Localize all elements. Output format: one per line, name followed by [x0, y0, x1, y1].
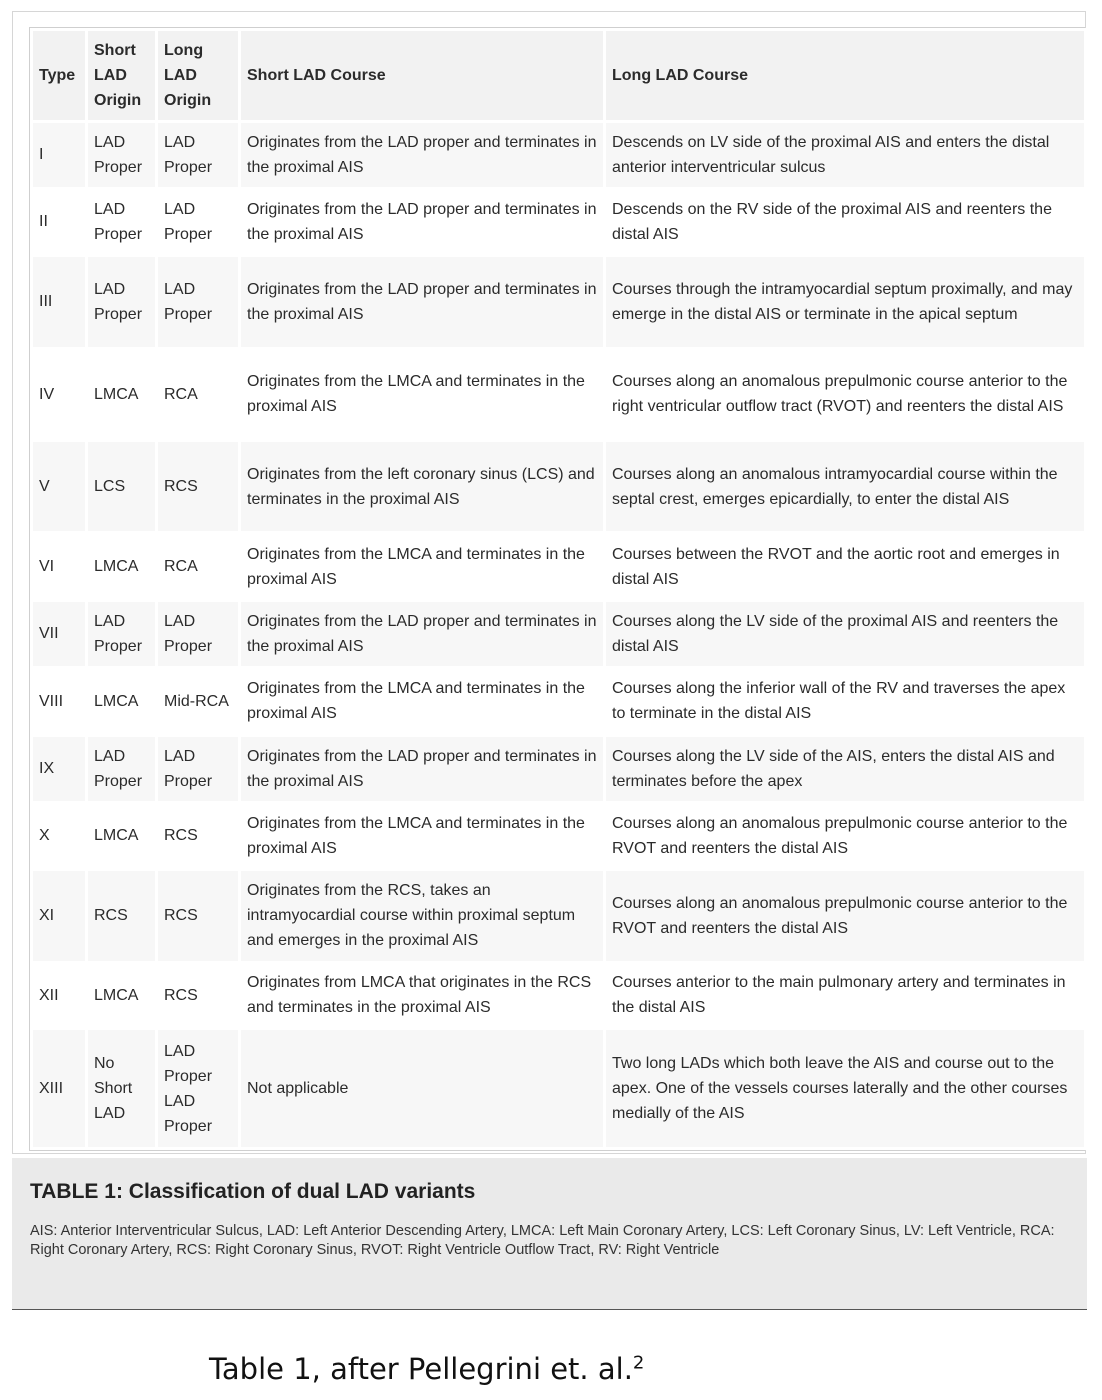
short-course-cell: Originates from the LMCA and terminates in the proximal AIS	[240, 667, 605, 735]
table-row	[32, 962, 1086, 1029]
short-origin-cell: LAD Proper	[87, 255, 157, 348]
dual-lad-classification-table	[30, 28, 1087, 1150]
caption-abbreviations: AIS: Anterior Interventricular Sulcus, LAD: Left Anterior Descending Artery, LMCA: Left Main Coronary Artery, LCS: Left Coronary Sinus, LV: Left Ventricle, RCA: Right Coronary Artery, RCS: Right Coronary Sinus, RVOT: Right Ventricle Outflow Tract, RV: Right Ventricle	[30, 1223, 1055, 1258]
long-course-cell: Courses along the inferior wall of the RV and traverses the apex to terminate in the distal AIS	[605, 667, 1086, 735]
long-course-cell: Courses along an anomalous prepulmonic course anterior to the RVOT and reenters the distal AIS	[605, 802, 1086, 870]
short-course-cell: Originates from the RCS, takes an intramyocardial course within proximal septum and emerges in the proximal AIS	[240, 870, 605, 962]
attribution	[209, 1352, 644, 1386]
type-cell: VII	[32, 601, 87, 668]
long-origin-cell: RCS	[157, 802, 240, 870]
type-cell: VIII	[32, 667, 87, 735]
long-course-cell: Courses along an anomalous prepulmonic course anterior to the right ventricular outflow tract (RVOT) and reenters the distal AIS	[605, 348, 1086, 440]
attribution-text: Table 1, after Pellegrini et. al.	[209, 1352, 633, 1386]
long-origin-cell: LAD Proper	[157, 122, 240, 189]
type-cell: XIII	[32, 1029, 87, 1149]
short-origin-cell: LCS	[87, 441, 157, 533]
long-course-cell: Courses through the intramyocardial septum proximally, and may emerge in the distal AIS or terminate in the apical septum	[605, 255, 1086, 348]
table-row	[32, 870, 1086, 962]
long-origin-cell: Mid-RCA	[157, 667, 240, 735]
long-origin-cell: RCS	[157, 870, 240, 962]
short-origin-cell: LMCA	[87, 667, 157, 735]
long-course-cell: Two long LADs which both leave the AIS and course out to the apex. One of the vessels courses laterally and the other courses medially of the AIS	[605, 1029, 1086, 1149]
long-course-cell: Courses along the LV side of the AIS, enters the distal AIS and terminates before the apex	[605, 735, 1086, 802]
table-row	[32, 1029, 1086, 1149]
table-row	[32, 802, 1086, 870]
short-course-cell: Originates from the LAD proper and terminates in the proximal AIS	[240, 188, 605, 255]
long-course-cell: Courses along the LV side of the proximal AIS and reenters the distal AIS	[605, 601, 1086, 668]
long-origin-cell: RCS	[157, 441, 240, 533]
header-short-lad-origin: Short LAD Origin	[87, 30, 157, 122]
short-course-cell: Originates from the LMCA and terminates in the proximal AIS	[240, 802, 605, 870]
table-frame	[12, 11, 1086, 1154]
table-header-row	[32, 30, 1086, 122]
short-course-cell: Originates from the LMCA and terminates in the proximal AIS	[240, 533, 605, 601]
long-origin-cell: RCA	[157, 533, 240, 601]
short-course-cell: Originates from LMCA that originates in the RCS and terminates in the proximal AIS	[240, 962, 605, 1029]
long-course-cell: Courses along an anomalous intramyocardial course within the septal crest, emerges epicardially, to enter the distal AIS	[605, 441, 1086, 533]
short-origin-cell: LMCA	[87, 802, 157, 870]
reference-number: 2	[632, 1352, 645, 1374]
table-row	[32, 122, 1086, 189]
header-long-lad-origin: Long LAD Origin	[157, 30, 240, 122]
type-cell: X	[32, 802, 87, 870]
short-origin-cell: LAD Proper	[87, 735, 157, 802]
short-origin-cell: LMCA	[87, 348, 157, 440]
long-origin-cell: LAD Proper	[157, 188, 240, 255]
long-origin-cell: RCS	[157, 962, 240, 1029]
type-cell: XII	[32, 962, 87, 1029]
long-origin-cell: LAD Proper	[157, 255, 240, 348]
short-course-cell: Originates from the left coronary sinus (LCS) and terminates in the proximal AIS	[240, 441, 605, 533]
short-origin-cell: LAD Proper	[87, 122, 157, 189]
table-row	[32, 601, 1086, 668]
long-course-cell: Courses between the RVOT and the aortic root and emerges in distal AIS	[605, 533, 1086, 601]
long-course-cell: Descends on LV side of the proximal AIS and enters the distal anterior interventricular sulcus	[605, 122, 1086, 189]
caption-title: TABLE 1: Classification of dual LAD variants	[30, 1180, 476, 1203]
short-course-cell: Originates from the LAD proper and terminates in the proximal AIS	[240, 735, 605, 802]
short-course-cell: Not applicable	[240, 1029, 605, 1149]
short-course-cell: Originates from the LAD proper and terminates in the proximal AIS	[240, 601, 605, 668]
header-long-lad-course: Long LAD Course	[605, 30, 1086, 122]
short-course-cell: Originates from the LAD proper and terminates in the proximal AIS	[240, 255, 605, 348]
short-origin-cell: LMCA	[87, 533, 157, 601]
long-origin-cell: LAD Proper LAD Proper	[157, 1029, 240, 1149]
table-row	[32, 441, 1086, 533]
table-caption	[12, 1158, 1087, 1310]
table-row	[32, 533, 1086, 601]
long-course-cell: Courses along an anomalous prepulmonic course anterior to the RVOT and reenters the distal AIS	[605, 870, 1086, 962]
long-course-cell: Descends on the RV side of the proximal AIS and reenters the distal AIS	[605, 188, 1086, 255]
header-type: Type	[32, 30, 87, 122]
table-row	[32, 255, 1086, 348]
long-origin-cell: LAD Proper	[157, 735, 240, 802]
type-cell: XI	[32, 870, 87, 962]
long-course-cell: Courses anterior to the main pulmonary artery and terminates in the distal AIS	[605, 962, 1086, 1029]
type-cell: VI	[32, 533, 87, 601]
table-row	[32, 188, 1086, 255]
type-cell: V	[32, 441, 87, 533]
short-origin-cell: LMCA	[87, 962, 157, 1029]
type-cell: II	[32, 188, 87, 255]
type-cell: IV	[32, 348, 87, 440]
short-course-cell: Originates from the LAD proper and terminates in the proximal AIS	[240, 122, 605, 189]
header-short-lad-course: Short LAD Course	[240, 30, 605, 122]
table-border	[29, 27, 1085, 1151]
long-origin-cell: RCA	[157, 348, 240, 440]
table-row	[32, 735, 1086, 802]
type-cell: III	[32, 255, 87, 348]
short-origin-cell: LAD Proper	[87, 601, 157, 668]
short-origin-cell: RCS	[87, 870, 157, 962]
short-origin-cell: LAD Proper	[87, 188, 157, 255]
type-cell: I	[32, 122, 87, 189]
long-origin-cell: LAD Proper	[157, 601, 240, 668]
short-origin-cell: No Short LAD	[87, 1029, 157, 1149]
type-cell: IX	[32, 735, 87, 802]
table-row	[32, 348, 1086, 440]
table-row	[32, 667, 1086, 735]
short-course-cell: Originates from the LMCA and terminates in the proximal AIS	[240, 348, 605, 440]
